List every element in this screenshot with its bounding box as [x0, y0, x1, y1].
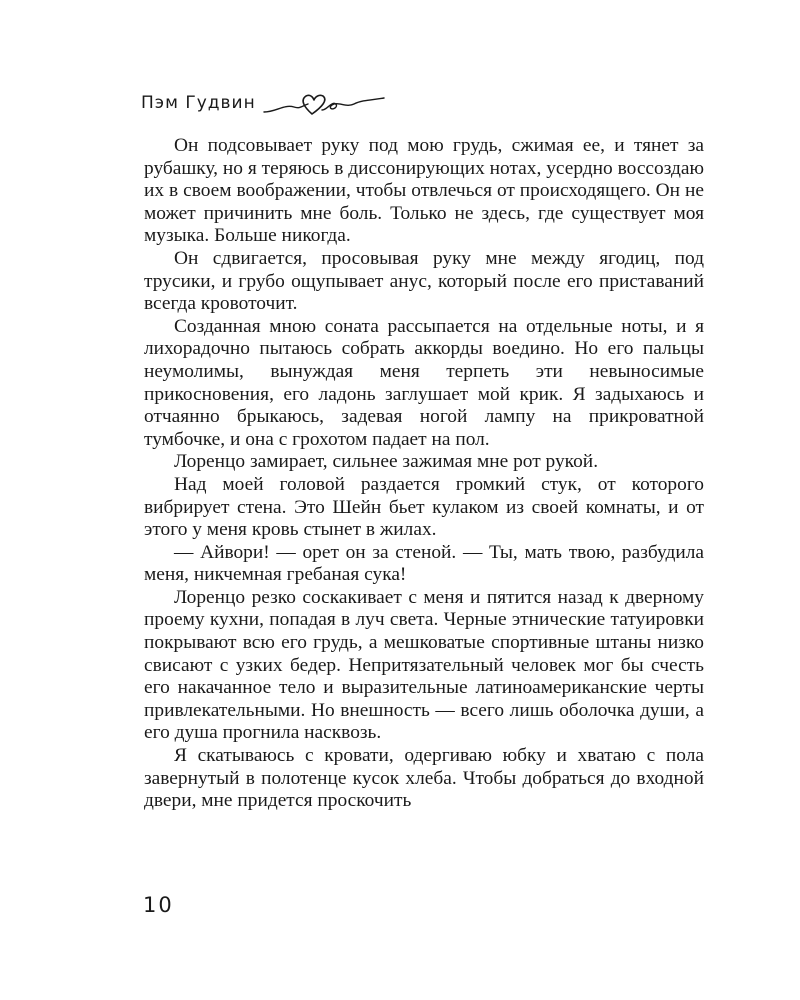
page-number: 10 — [143, 893, 174, 917]
paragraph: Он сдвигается, просовывая руку мне между ягодиц, под трусики, и грубо ощупывает анус, который после его приставаний всегда кровоточит. — [144, 247, 704, 315]
paragraph: Лоренцо замирает, сильнее зажимая мне рот рукой. — [174, 451, 599, 473]
paragraph: Я скатываюсь с кровати, одергиваю юбку и хватаю с пола завернутый в полотенце кусок хлеба. Чтобы добраться до входной двери, мне придется проскочить — [144, 745, 704, 812]
heart-flourish-icon — [262, 88, 392, 118]
paragraph: Лоренцо резко соскакивает с меня и пятится назад к дверному проему кухни, попадая в луч света. Черные этнические татуировки покрывают всю его грудь, а мешковатые спортивные штаны низко свисают с узких бедер. Непритязательный человек мог бы счесть его накачанное тело и выразительные латиноамериканские черты привлекательными. Но внешность — всего лишь оболочка души, а его душа прогнила насквозь. — [144, 586, 704, 744]
body-text — [144, 135, 704, 813]
paragraph: Созданная мною соната рассыпается на отдельные ноты, и я лихорадочно пытаюсь собрать аккорды воедино. Но его пальцы неумолимы, вынуждая меня терпеть эти невыносимые прикосновения, его ладонь заглушает мой крик. Я задыхаюсь и отчаянно брыкаюсь, задевая ногой лампу на прикроватной тумбочке, и она с грохотом падает на пол. — [144, 315, 704, 450]
author-name: Пэм Гудвин — [141, 93, 256, 113]
paragraph: Он подсовывает руку под мою грудь, сжимая ее, и тянет за рубашку, но я теряюсь в диссонирующих нотах, усердно воссоздаю их в своем воображении, чтобы отвлечься от происходящего. Он не может причинить мне боль. Только не здесь, где существует моя музыка. Больше никогда. — [144, 135, 704, 247]
paragraph: — Айвори! — орет он за стеной. — Ты, мать твою, разбудила меня, никчемная гребаная сука! — [144, 541, 704, 586]
running-head — [141, 88, 392, 118]
paragraph: Над моей головой раздается громкий стук, от которого вибрирует стена. Это Шейн бьет кулаком из своей комнаты, и от этого у меня кровь стынет в жилах. — [144, 473, 704, 541]
